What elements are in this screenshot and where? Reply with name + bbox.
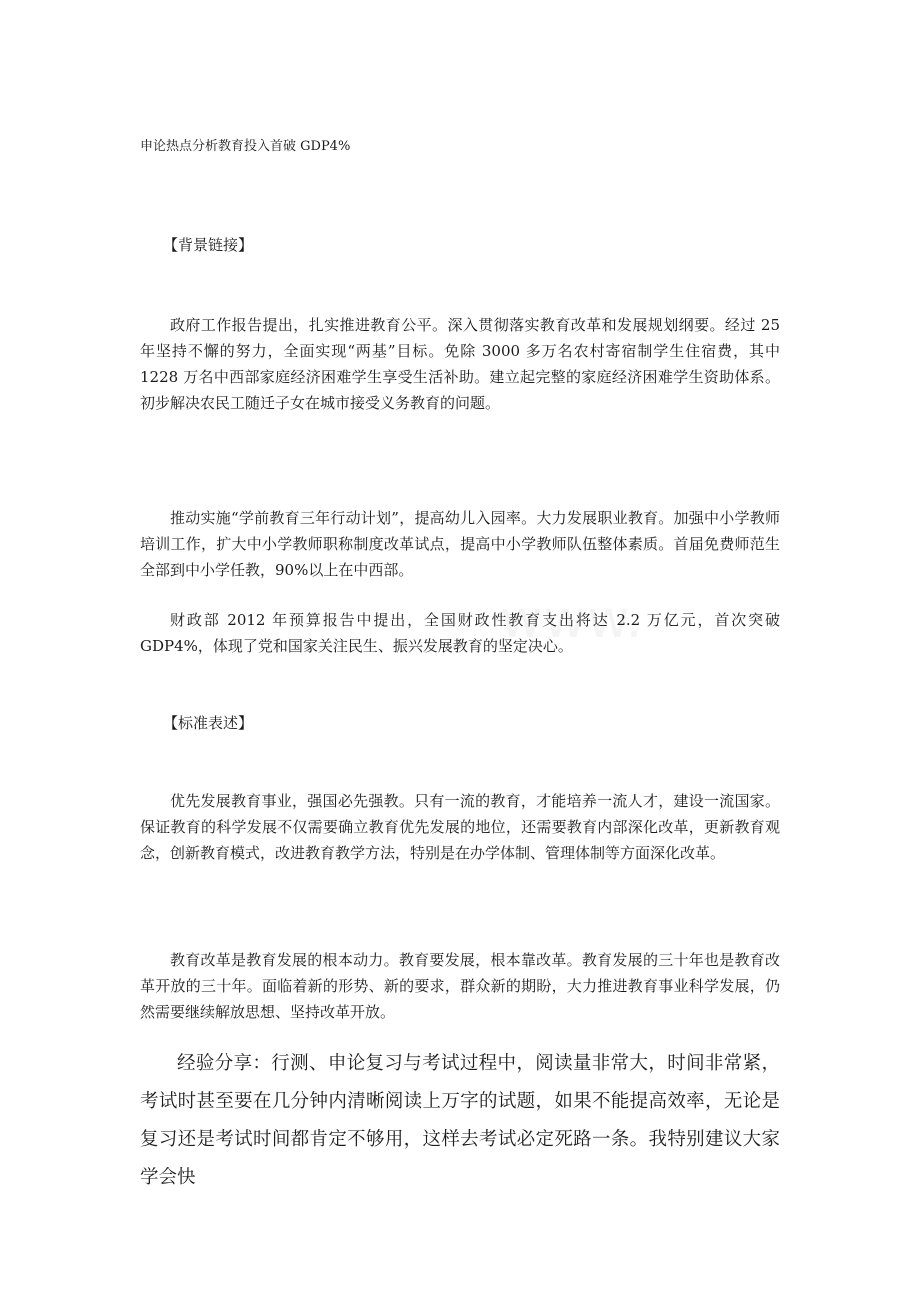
section-heading-standard: 【标准表述】 [163,714,254,732]
section-heading-background: 【背景链接】 [163,236,254,254]
standard-paragraph-1: 优先发展教育事业，强国必先强教。只有一流的教育，才能培养一流人才，建设一流国家。保证教育的科学发展不仅需要确立教育优先发展的地位，还需要教育内部深化改革，更新教育观念，创新教育模式，改进教育教学方法，特别是在办学体制、管理体制等方面深化改革。 [140,792,780,862]
standard-paragraph-2: 教育改革是教育发展的根本动力。教育要发展，根本靠改革。教育发展的三十年也是教育改革开放的三十年。面临着新的形势、新的要求，群众新的期盼，大力推进教育事业科学发展，仍然需要继续解放思想、坚持改革开放。 [140,951,780,1021]
background-paragraph-2: 推动实施“学前教育三年行动计划”，提高幼儿入园率。大力发展职业教育。加强中小学教师培训工作，扩大中小学教师职称制度改革试点，提高中小学教师队伍整体素质。首届免费师范生全部到中小学任教，90%以上在中西部。 [140,509,780,579]
background-paragraph-3: 财政部 2012 年预算报告中提出，全国财政性教育支出将达 2.2 万亿元，首次突破 GDP4%，体现了党和国家关注民生、振兴发展教育的坚定决心。 [140,611,780,655]
experience-paragraph: 经验分享：行测、申论复习与考试过程中，阅读量非常大，时间非常紧，考试时甚至要在几分钟内清晰阅读上万字的试题，如果不能提高效率，无论是复习还是考试时间都肯定不够用，这样去考试必定死路一条。我特别建议大家学会快 [140,1053,780,1188]
background-paragraph-1: 政府工作报告提出，扎实推进教育公平。深入贯彻落实教育改革和发展规划纲要。经过 25 年坚持不懈的努力，全面实现“两基”目标。免除 3000 多万名农村寄宿制学生住宿费，其中 1228 万名中西部家庭经济困难学生享受生活补助。建立起完整的家庭经济困难学生资助体系。初步解决农民工随迁子女在城市接受义务教育的问题。 [140,316,780,412]
document-title: 申论热点分析教育投入首破 GDP4% [140,139,351,154]
